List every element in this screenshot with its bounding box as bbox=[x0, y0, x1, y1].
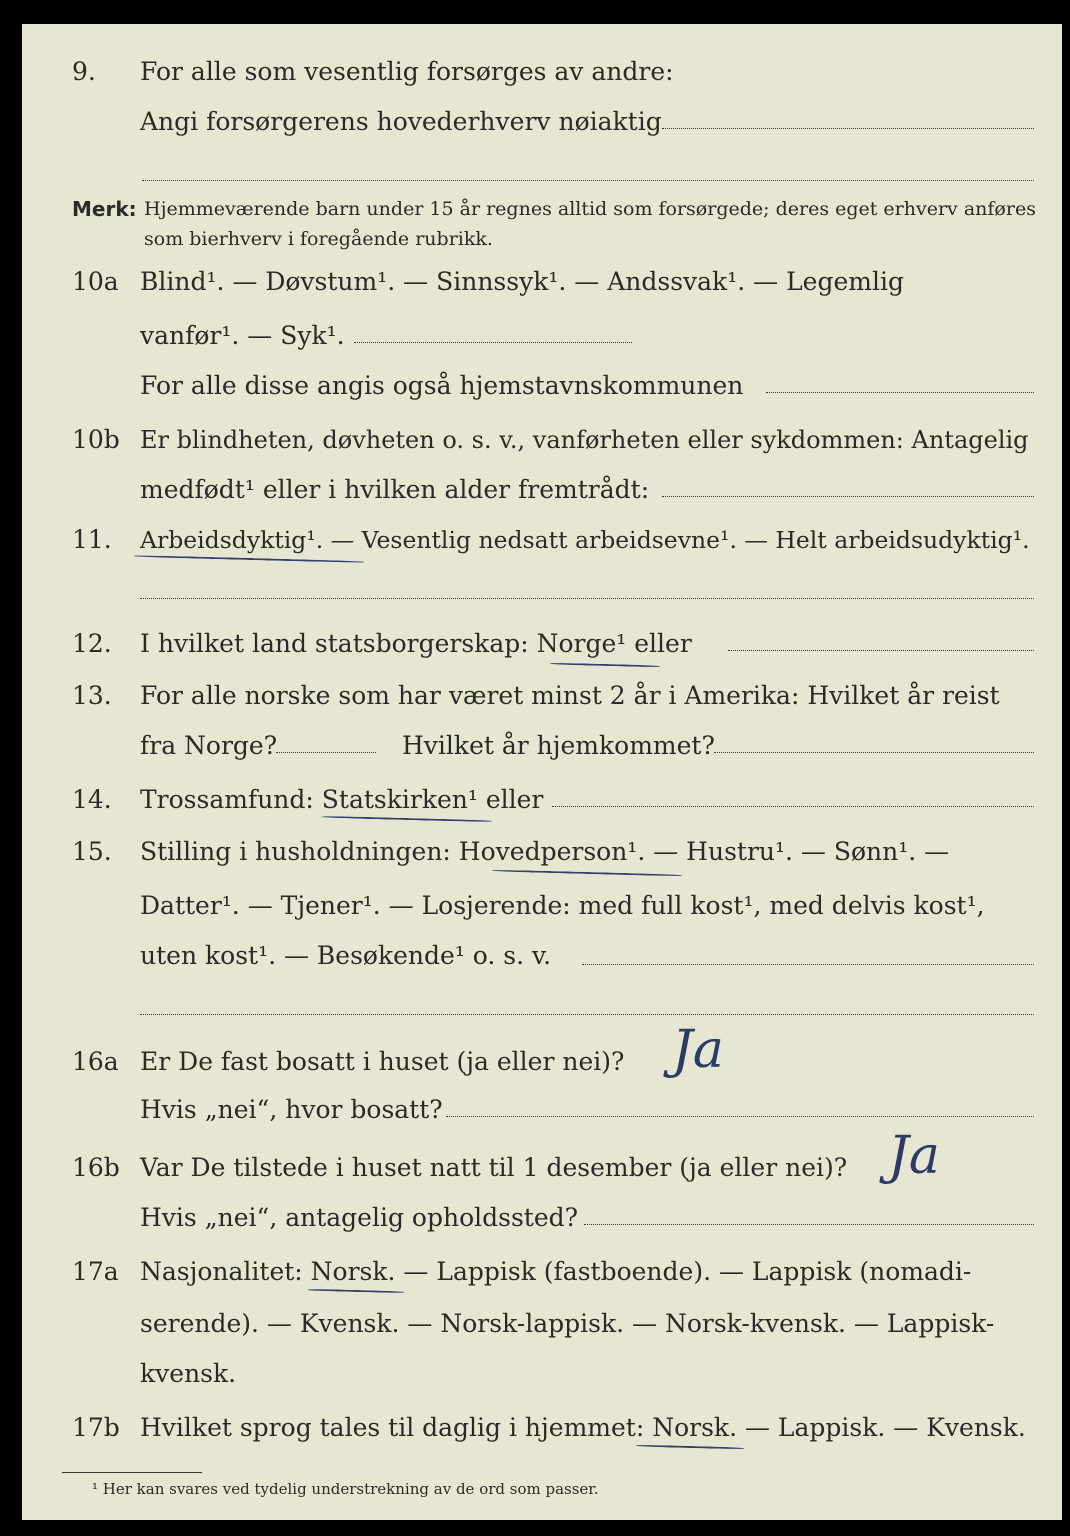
q16a-line1: Er De fast bosatt i huset (ja eller nei)? bbox=[140, 1047, 625, 1076]
q10a-line1: Blind¹. — Døvstum¹. — Sinnssyk¹. — Andssvak¹. — Legemlig bbox=[140, 267, 904, 296]
q13-number: 13. bbox=[72, 681, 112, 710]
q10a-answer-line2[interactable] bbox=[766, 392, 1034, 393]
q14-number: 14. bbox=[72, 785, 112, 814]
q12-line1: I hvilket land statsborgerskap: Norge¹ eller bbox=[140, 629, 692, 658]
q10a-row bbox=[22, 262, 1062, 302]
q16b-answer-line[interactable] bbox=[584, 1224, 1034, 1225]
q10a-number: 10a bbox=[72, 267, 119, 296]
merk-label: Merk: bbox=[72, 197, 137, 221]
q10b-line2: medfødt¹ eller i hvilken alder fremtrådt: bbox=[140, 475, 650, 504]
q9-answer-line2[interactable] bbox=[142, 180, 1034, 181]
q10b-number: 10b bbox=[72, 425, 120, 454]
census-form-page bbox=[22, 24, 1062, 1520]
q12-number: 12. bbox=[72, 629, 112, 658]
q14-line1: Trossamfund: Statskirken¹ eller bbox=[140, 785, 544, 814]
q17a-line3: kvensk. bbox=[140, 1359, 237, 1388]
q9-row bbox=[22, 52, 1062, 92]
q17a-line2: serende). — Kvensk. — Norsk-lappisk. — Norsk-kvensk. — Lappisk- bbox=[140, 1309, 995, 1338]
q14-answer-line[interactable] bbox=[552, 806, 1034, 807]
q11-line1: Arbeidsdyktig¹. — Vesentlig nedsatt arbeidsevne¹. — Helt arbeidsudyktig¹. bbox=[140, 526, 1030, 554]
q13-line1: For alle norske som har været minst 2 år i Amerika: Hvilket år reist bbox=[140, 681, 1000, 710]
q9-line1: For alle som vesentlig forsørges av andre: bbox=[140, 57, 674, 86]
q15-answer-line2[interactable] bbox=[140, 1014, 1034, 1015]
q10a-line2: vanfør¹. — Syk¹. bbox=[140, 321, 345, 350]
q16b-number: 16b bbox=[72, 1153, 120, 1182]
q10b-answer-line[interactable] bbox=[662, 496, 1034, 497]
q17a-line1: Nasjonalitet: Norsk. — Lappisk (fastboende). — Lappisk (nomadi- bbox=[140, 1257, 972, 1286]
footnote: ¹ Her kan svares ved tydelig understrekning av de ord som passer. bbox=[92, 1480, 599, 1498]
q16a-answer-line[interactable] bbox=[446, 1116, 1034, 1117]
q10a-line3: For alle disse angis også hjemstavnskommunen bbox=[140, 371, 744, 400]
q11-answer-line[interactable] bbox=[140, 598, 1034, 599]
q16b-line1: Var De tilstede i huset natt til 1 desember (ja eller nei)? bbox=[140, 1153, 848, 1182]
q15-line3: uten kost¹. — Besøkende¹ o. s. v. bbox=[140, 941, 552, 970]
q9-row2 bbox=[22, 102, 1062, 142]
q9-line2: Angi forsørgerens hovederhverv nøiaktig bbox=[140, 107, 662, 136]
q16a-handwritten-answer: Ja bbox=[672, 1020, 724, 1080]
q16a-line2: Hvis „nei“, hvor bosatt? bbox=[140, 1095, 443, 1124]
q16b-handwritten-answer: Ja bbox=[888, 1126, 940, 1186]
q17b-number: 17b bbox=[72, 1413, 120, 1442]
q15-line2: Datter¹. — Tjener¹. — Losjerende: med full kost¹, med delvis kost¹, bbox=[140, 891, 985, 920]
q10a-answer-line[interactable] bbox=[354, 342, 632, 343]
q16a-number: 16a bbox=[72, 1047, 119, 1076]
q13-line2b: Hvilket år hjemkommet? bbox=[402, 731, 715, 760]
q13-line2a: fra Norge? bbox=[140, 731, 278, 760]
q11-number: 11. bbox=[72, 525, 112, 554]
q9-number: 9. bbox=[72, 57, 96, 86]
q15-answer-line[interactable] bbox=[582, 964, 1034, 965]
footnote-rule bbox=[62, 1472, 202, 1473]
merk-text: Hjemmeværende barn under 15 år regnes alltid som forsørgede; deres eget erhverv anføres som bierhverv i foregående rubrikk. bbox=[144, 198, 1036, 250]
q17a-number: 17a bbox=[72, 1257, 119, 1286]
q15-line1: Stilling i husholdningen: Hovedperson¹. — Hustru¹. — Sønn¹. — bbox=[140, 837, 950, 866]
q10b-line1: Er blindheten, døvheten o. s. v., vanførheten eller sykdommen: Antagelig bbox=[140, 426, 1029, 454]
q9-answer-line[interactable] bbox=[662, 128, 1034, 129]
q12-answer-line[interactable] bbox=[728, 650, 1034, 651]
q13-answer-returned[interactable] bbox=[714, 752, 1034, 753]
q15-number: 15. bbox=[72, 837, 112, 866]
q16b-line2: Hvis „nei“, antagelig opholdssted? bbox=[140, 1203, 579, 1232]
q13-answer-departed[interactable] bbox=[276, 752, 376, 753]
q17b-line1: Hvilket sprog tales til daglig i hjemmet: Norsk. — Lappisk. — Kvensk. bbox=[140, 1413, 1026, 1442]
